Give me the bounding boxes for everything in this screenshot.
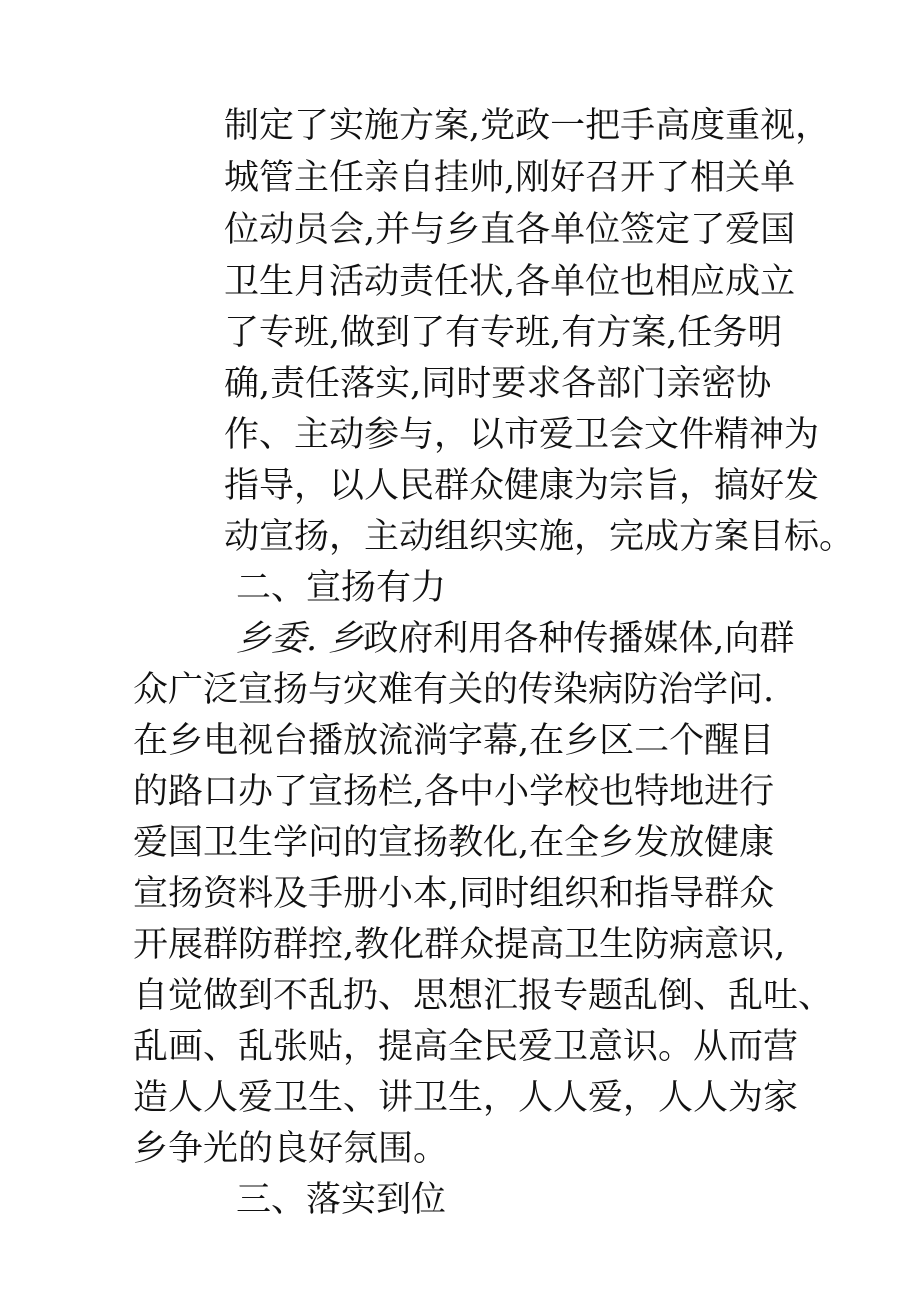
- paragraph2-line-1-rest: 政府利用各种传播媒体,向群: [363, 619, 795, 659]
- paragraph1-line-9: 动宣扬，主动组织实施，完成方案目标。: [224, 517, 855, 557]
- paragraph1-line-8: 指导，以人民群众健康为宗旨，搞好发: [224, 466, 820, 506]
- paragraph1-line-7: 作、主动参与，以市爱卫会文件精神为: [224, 415, 820, 455]
- paragraph2-italic-lead: 乡委. 乡: [236, 619, 364, 659]
- paragraph1-line-1: 制定了实施方案,党政一把手高度重视，: [224, 106, 831, 146]
- paragraph1-line-2: 城管主任亲自挂帅,刚好召开了相关单: [224, 158, 796, 198]
- paragraph1-line-6: 确,责任落实,同时要求各部门亲密协: [224, 364, 772, 404]
- paragraph2-line-11: 乡争光的良好氛围。: [133, 1129, 449, 1169]
- paragraph1-line-3: 位动员会,并与乡直各单位签定了爱国: [224, 210, 796, 250]
- paragraph2-line-8: 自觉做到不乱扔、思想汇报专题乱倒、乱吐、: [133, 976, 834, 1016]
- section-heading-3: 三、落实到位: [236, 1180, 447, 1220]
- paragraph2-line-7: 开展群防群控,教化群众提高卫生防病意识,: [133, 925, 786, 965]
- paragraph2-line-10: 造人人爱卫生、讲卫生，人人爱，人人为家: [133, 1078, 799, 1118]
- paragraph2-line-2: 众广泛宣扬与灾难有关的传染病防治学问.: [133, 670, 775, 710]
- paragraph2-line-4: 的路口办了宣扬栏,各中小学校也特地进行: [133, 772, 775, 812]
- paragraph2-line-6: 宣扬资料及手册小本,同时组织和指导群众: [133, 874, 775, 914]
- paragraph1-line-5: 了专班,做到了有专班,有方案,任务明: [224, 313, 783, 353]
- paragraph2-line-5: 爱国卫生学问的宣扬教化,在全乡发放健康: [133, 823, 775, 863]
- paragraph2-line-9: 乱画、乱张贴，提高全民爱卫意识。从而营: [133, 1027, 799, 1067]
- paragraph2-line-1: [236, 614, 794, 664]
- paragraph2-line-3: 在乡电视台播放流淌字幕,在乡区二个醒目: [133, 721, 775, 761]
- paragraph1-line-4: 卫生月活动责任状,各单位也相应成立: [224, 262, 796, 302]
- section-heading-2: 二、宣扬有力: [236, 568, 447, 608]
